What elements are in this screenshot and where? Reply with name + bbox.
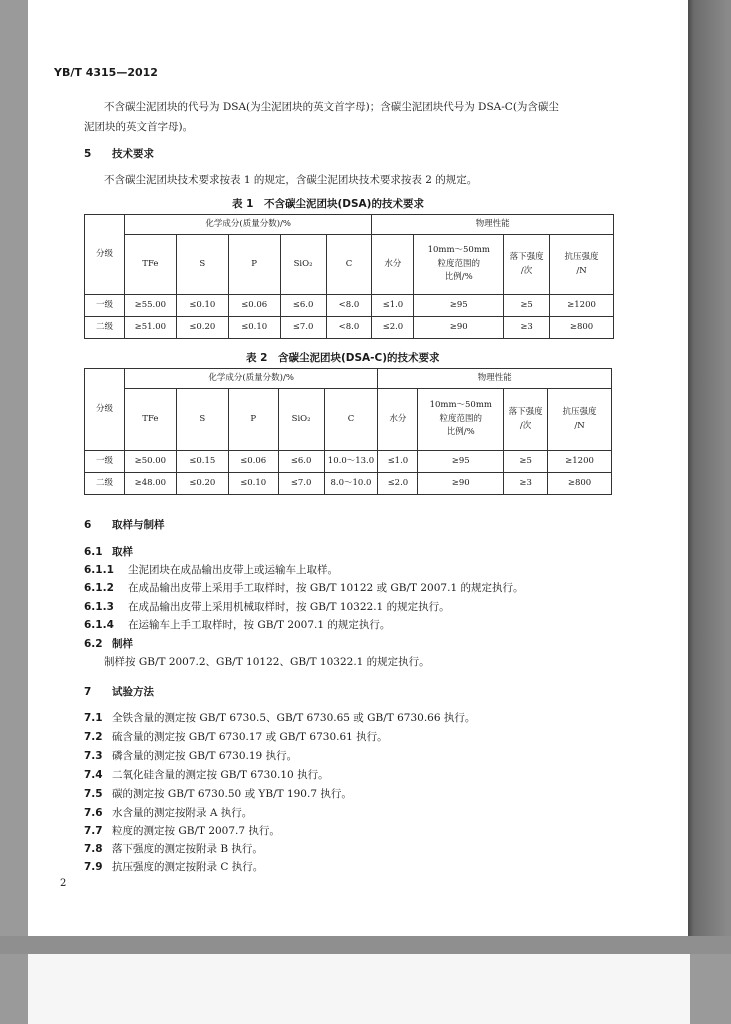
- clause-text: 抗压强度的测定按附录 C 执行。: [112, 861, 264, 873]
- clause-text: 在成品输出皮带上采用手工取样时，按 GB/T 10122 或 GB/T 2007.1 的规定执行。: [128, 582, 524, 594]
- clause-number: 6.1.4: [84, 619, 114, 631]
- cell: ≤0.15: [176, 451, 228, 473]
- cell: ≥50.00: [124, 451, 176, 473]
- cell: ≤7.0: [278, 473, 324, 495]
- cell: <8.0: [326, 295, 372, 317]
- page-edge-shadow: [688, 0, 731, 936]
- clause-text: 在成品输出皮带上采用机械取样时，按 GB/T 10322.1 的规定执行。: [128, 601, 450, 613]
- chem-header: 化学成分(质量分数)/%: [124, 215, 372, 235]
- col-tfe: TFe: [124, 235, 176, 295]
- clause-number: 7.9: [84, 861, 103, 873]
- section-5-heading: [84, 146, 154, 161]
- size-line-3: 比例/%: [444, 272, 473, 283]
- col-size: [414, 235, 504, 295]
- intro-line-1: 不含碳尘泥团块的代号为 DSA(为尘泥团块的英文首字母)；含碳尘泥团块代号为 DSA-C(为含碳尘: [104, 101, 559, 113]
- clause-7-8: [84, 841, 263, 856]
- cell: ≤0.10: [228, 317, 280, 339]
- cell: 二级: [85, 473, 125, 495]
- cell: 8.0～10.0: [324, 473, 378, 495]
- cell: ≤2.0: [378, 473, 418, 495]
- drop-line-1: 落下强度: [508, 406, 543, 417]
- comp-line-1: 抗压强度: [564, 251, 599, 262]
- chem-header: 化学成分(质量分数)/%: [124, 369, 378, 389]
- clause-7-9: [84, 859, 263, 874]
- table-1: [84, 214, 614, 339]
- clause-7-5: [84, 786, 352, 801]
- section-title: 取样: [112, 546, 133, 558]
- table-2-caption: 表 2 含碳尘泥团块(DSA-C)的技术要求: [246, 352, 440, 364]
- col-moisture: 水分: [372, 235, 414, 295]
- phys-header: 物理性能: [372, 215, 614, 235]
- col-tfe: TFe: [124, 389, 176, 451]
- clause-text: 在运输车上手工取样时，按 GB/T 2007.1 的规定执行。: [128, 619, 391, 631]
- cell: ≤1.0: [372, 295, 414, 317]
- clause-number: 7.6: [84, 807, 103, 819]
- clause-number: 6.1.2: [84, 582, 114, 594]
- clause-6-1-2: [84, 580, 523, 595]
- table-row: [85, 473, 612, 495]
- col-s: S: [176, 389, 228, 451]
- clause-text: 磷含量的测定按 GB/T 6730.19 执行。: [112, 750, 298, 762]
- clause-number: 7.4: [84, 769, 103, 781]
- clause-7-3: [84, 748, 297, 763]
- cell: ≥1200: [550, 295, 614, 317]
- next-page: [28, 954, 690, 1024]
- comp-line-2: /N: [574, 420, 585, 431]
- cell: ≤1.0: [378, 451, 418, 473]
- section-number: 6: [84, 519, 92, 531]
- clause-number: 7.8: [84, 843, 103, 855]
- size-line-2: 粒度范围的: [439, 413, 483, 424]
- cell: ≥90: [414, 317, 504, 339]
- clause-number: 7.2: [84, 731, 103, 743]
- col-sio2: SiO₂: [278, 389, 324, 451]
- clause-7-7: [84, 823, 280, 838]
- cell: ≥800: [548, 473, 612, 495]
- cell: ≥5: [504, 295, 550, 317]
- cell: ≥51.00: [124, 317, 176, 339]
- cell: ≤6.0: [280, 295, 326, 317]
- table-1-caption: 表 1 不含碳尘泥团块(DSA)的技术要求: [232, 198, 424, 210]
- clause-number: 7.1: [84, 712, 103, 724]
- clause-6-1-3: [84, 599, 450, 614]
- clause-text: 水含量的测定按附录 A 执行。: [112, 807, 253, 819]
- cell: ≤0.20: [176, 473, 228, 495]
- cell: <8.0: [326, 317, 372, 339]
- clause-text: 落下强度的测定按附录 B 执行。: [112, 843, 263, 855]
- col-compression: [550, 235, 614, 295]
- page-number: 2: [60, 878, 67, 889]
- cell: ≥95: [414, 295, 504, 317]
- comp-line-2: /N: [576, 265, 587, 276]
- section-7-heading: [84, 684, 154, 699]
- clause-number: 7.3: [84, 750, 103, 762]
- size-line-2: 粒度范围的: [437, 258, 480, 269]
- clause-text: 硫含量的测定按 GB/T 6730.17 或 GB/T 6730.61 执行。: [112, 731, 388, 743]
- section-number: 6.1: [84, 546, 103, 558]
- clause-7-2: [84, 729, 388, 744]
- phys-header: 物理性能: [378, 369, 612, 389]
- col-sio2: SiO₂: [280, 235, 326, 295]
- col-compression: [548, 389, 612, 451]
- cell: ≥800: [550, 317, 614, 339]
- cell: 10.0～13.0: [324, 451, 378, 473]
- page-gap: [0, 936, 731, 954]
- section-number: 6.2: [84, 638, 103, 650]
- clause-text: 全铁含量的测定按 GB/T 6730.5、GB/T 6730.65 或 GB/T 6730.66 执行。: [112, 712, 476, 724]
- cell: ≤0.10: [176, 295, 228, 317]
- clause-text: 二氧化硅含量的测定按 GB/T 6730.10 执行。: [112, 769, 329, 781]
- drop-line-2: /次: [519, 420, 532, 431]
- cell: ≥48.00: [124, 473, 176, 495]
- col-p: P: [228, 235, 280, 295]
- cell: 一级: [85, 451, 125, 473]
- cell: ≥55.00: [124, 295, 176, 317]
- clause-number: 7.7: [84, 825, 103, 837]
- clause-number: 7.5: [84, 788, 103, 800]
- clause-7-1: [84, 710, 475, 725]
- col-moisture: 水分: [378, 389, 418, 451]
- clause-6-1-1: [84, 562, 338, 577]
- table-row: [85, 451, 612, 473]
- clause-6-1-4: [84, 617, 390, 632]
- cell: 一级: [85, 295, 125, 317]
- cell: ≥90: [418, 473, 504, 495]
- clause-text: 粒度的测定按 GB/T 2007.7 执行。: [112, 825, 280, 837]
- section-title: 取样与制样: [112, 519, 165, 531]
- col-drop: [504, 235, 550, 295]
- col-c: C: [326, 235, 372, 295]
- section-6-2-heading: [84, 636, 133, 651]
- document-header: YB/T 4315—2012: [54, 66, 158, 79]
- table-row: [85, 317, 614, 339]
- size-line-1: 10mm～50mm: [429, 400, 492, 411]
- section-title: 制样: [112, 638, 133, 650]
- clause-number: 6.1.1: [84, 564, 114, 576]
- section-title: 试验方法: [112, 686, 154, 698]
- cell: ≥1200: [548, 451, 612, 473]
- cell: ≥5: [504, 451, 548, 473]
- clause-7-4: [84, 767, 329, 782]
- size-line-3: 比例/%: [446, 427, 475, 438]
- drop-line-1: 落下强度: [509, 251, 544, 262]
- clause-text: 碳的测定按 GB/T 6730.50 或 YB/T 190.7 执行。: [112, 788, 352, 800]
- intro-line-2: 泥团块的英文首字母)。: [84, 121, 194, 133]
- section-5-text: 不含碳尘泥团块技术要求按表 1 的规定，含碳尘泥团块技术要求按表 2 的规定。: [104, 174, 478, 186]
- cell: ≥95: [418, 451, 504, 473]
- section-number: 5: [84, 148, 92, 160]
- cell: ≤0.06: [228, 295, 280, 317]
- cell: ≤7.0: [280, 317, 326, 339]
- cell: ≤2.0: [372, 317, 414, 339]
- table-2: [84, 368, 612, 495]
- cell: ≤0.20: [176, 317, 228, 339]
- clause-text: 尘泥团块在成品输出皮带上或运输车上取样。: [128, 564, 338, 576]
- section-number: 7: [84, 686, 92, 698]
- comp-line-1: 抗压强度: [562, 406, 597, 417]
- col-size: [418, 389, 504, 451]
- drop-line-2: /次: [520, 265, 533, 276]
- cell: 二级: [85, 317, 125, 339]
- grade-header: 分级: [85, 369, 125, 451]
- grade-header: 分级: [85, 215, 125, 295]
- section-6-1-heading: [84, 544, 133, 559]
- cell: ≥3: [504, 473, 548, 495]
- cell: ≤6.0: [278, 451, 324, 473]
- clause-number: 6.1.3: [84, 601, 114, 613]
- clause-7-6: [84, 805, 252, 820]
- section-title: 技术要求: [112, 148, 154, 160]
- table-row: [85, 295, 614, 317]
- size-line-1: 10mm～50mm: [427, 245, 490, 256]
- cell: ≤0.06: [228, 451, 278, 473]
- col-c: C: [324, 389, 378, 451]
- cell: ≤0.10: [228, 473, 278, 495]
- col-s: S: [176, 235, 228, 295]
- section-6-heading: [84, 517, 165, 532]
- col-p: P: [228, 389, 278, 451]
- section-6-2-text: 制样按 GB/T 2007.2、GB/T 10122、GB/T 10322.1 的规定执行。: [104, 656, 430, 668]
- col-drop: [504, 389, 548, 451]
- cell: ≥3: [504, 317, 550, 339]
